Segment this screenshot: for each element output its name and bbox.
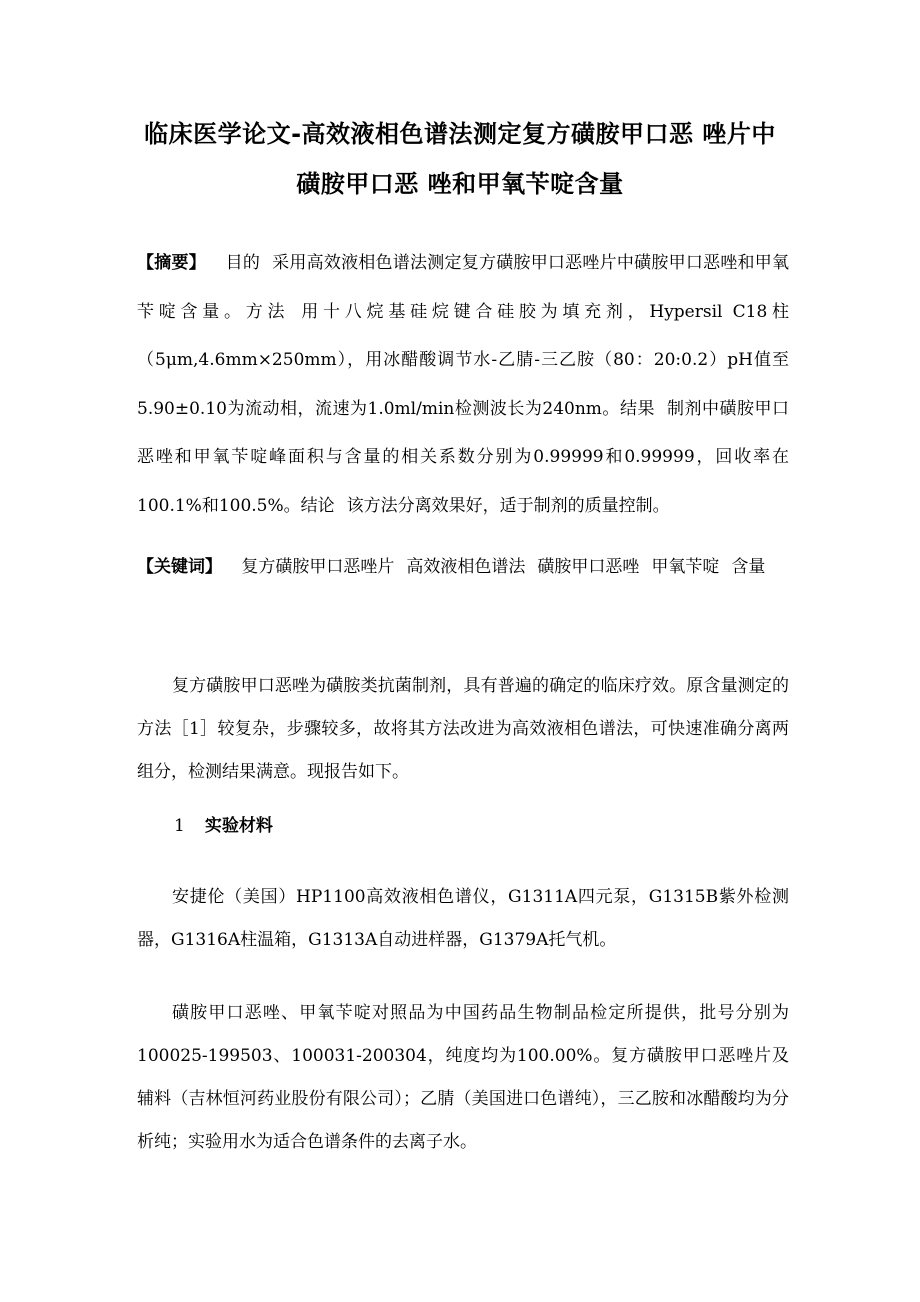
abstract-objective-text: 采用高效液相色谱法测定复方磺胺甲口恶唑片中磺胺甲口恶唑和甲氧苄啶含量。 xyxy=(137,253,790,322)
abstract-result-text: 制剂中磺胺甲口恶唑和甲氧苄啶峰面积与含量的相关系数分别为0.99999和0.99999，回收率在100.1%和100.5%。 xyxy=(137,398,790,516)
instruments-paragraph: 安捷伦（美国）HP1100高效液相色谱仪，G1311A四元泵，G1315B紫外检测器，G1316A柱温箱，G1313A自动进样器，G1379A托气机。 xyxy=(137,887,789,950)
keyword-item: 含量 xyxy=(731,557,766,577)
abstract-heading-objective: 目的 xyxy=(225,253,261,273)
materials-paragraph: 磺胺甲口恶唑、甲氧苄啶对照品为中国药品生物制品检定所提供，批号分别为100025-199503、100031-200304，纯度均为100.00%。复方磺胺甲口恶唑片及辅料（吉林恒河药业股份有限公司）；乙腈（美国进口色谱纯），三乙胺和冰醋酸均为分析纯；实验用水为适合色谱条件的去离子水。 xyxy=(137,1003,789,1152)
keyword-item: 磺胺甲口恶唑 xyxy=(537,557,640,577)
abstract-heading-result: 结果 xyxy=(619,398,655,419)
intro-paragraph: 复方磺胺甲口恶唑为磺胺类抗菌制剂，具有普遍的确定的临床疗效。原含量测定的方法［1］较复杂，步骤较多，故将其方法改进为高效液相色谱法，可快速准确分离两组分，检测结果满意。现报告如下。 xyxy=(137,676,789,782)
keyword-item: 复方磺胺甲口恶唑片 xyxy=(241,557,395,577)
abstract-label: 【摘要】 xyxy=(137,253,206,273)
keyword-item: 甲氧苄啶 xyxy=(651,557,720,577)
document-title-line-1: 临床医学论文-高效液相色谱法测定复方磺胺甲口恶 唑片中 xyxy=(144,120,776,148)
keywords-section xyxy=(137,548,789,586)
section-heading xyxy=(174,810,273,842)
section-number: 1 xyxy=(174,816,185,836)
document-title-line-2: 磺胺甲口恶 唑和甲氧苄啶含量 xyxy=(296,170,624,198)
keywords-label: 【关键词】 xyxy=(137,557,222,577)
keyword-item: 高效液相色谱法 xyxy=(406,557,526,577)
abstract-section xyxy=(137,239,789,530)
section-title: 实验材料 xyxy=(204,816,273,836)
abstract-method-text: 用十八烷基硅烷键合硅胶为填充剂，Hypersil C18柱（5μm,4.6mm×250mm），用冰醋酸调节水-乙腈-三乙胺（80：20:0.2）pH值至5.90±0.10为流动相，流速为1.0ml/min检测波长为240nm。 xyxy=(137,301,790,419)
abstract-conclusion-text: 该方法分离效果好，适于制剂的质量控制。 xyxy=(346,495,670,516)
abstract-heading-method: 方法 xyxy=(245,301,290,322)
abstract-heading-conclusion: 结论 xyxy=(300,495,335,516)
